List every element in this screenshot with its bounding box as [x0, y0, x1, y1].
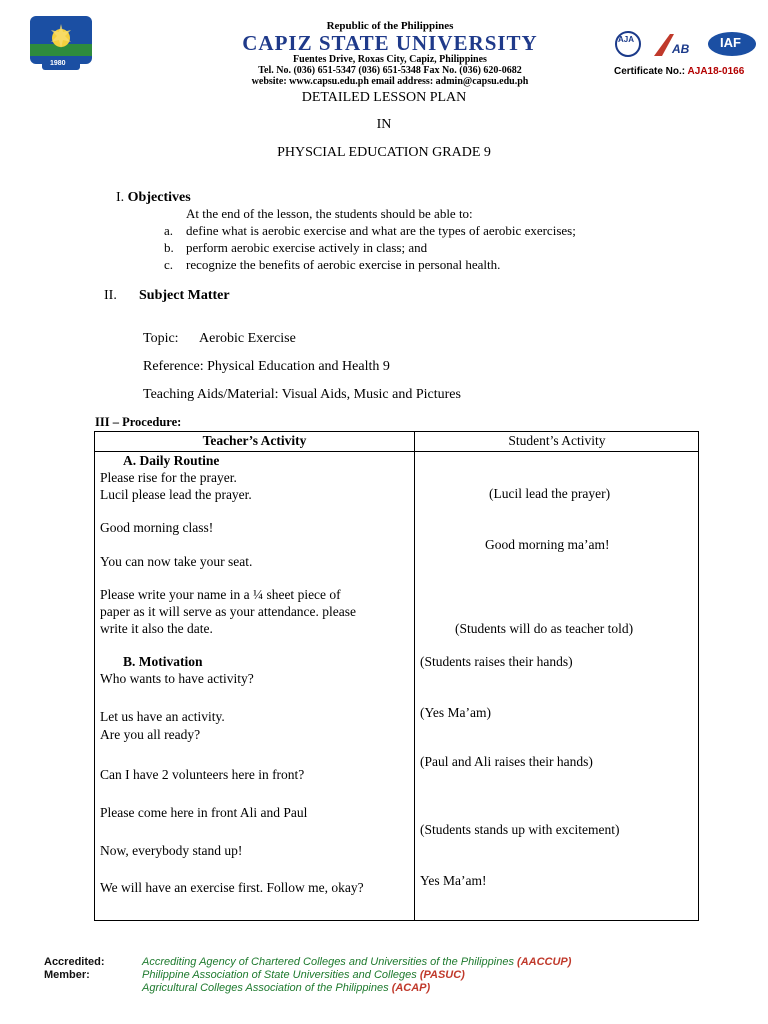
teacher-line: write it also the date. — [100, 621, 213, 636]
procedure-heading: III – Procedure: — [95, 415, 182, 429]
section-daily-routine: A. Daily Routine — [123, 453, 220, 468]
web-line: website: www.capsu.edu.ph email address: admin@capsu.edu.ph — [251, 76, 529, 87]
teacher-line: Now, everybody stand up! — [100, 843, 243, 858]
university-logo — [28, 14, 94, 74]
footer-acap: Agricultural Colleges Association of the Philippines (ACAP) — [142, 982, 431, 994]
teacher-line: You can now take your seat. — [100, 554, 253, 569]
teacher-line: Let us have an activity. — [100, 709, 225, 724]
address-line: Fuentes Drive, Roxas City, Capiz, Philippines — [293, 54, 487, 65]
republic-line: Republic of the Philippines — [326, 20, 454, 32]
teacher-line: paper as it will serve as your attendance. please — [100, 604, 357, 619]
iaf-badge: IAF — [720, 35, 741, 50]
objective-a: a. define what is aerobic exercise and what are the types of aerobic exercises; — [164, 223, 576, 238]
teacher-line: Please rise for the prayer. — [100, 470, 237, 485]
footer-pasuc: Philippine Association of State Universities and Colleges (PASUC) — [142, 969, 465, 981]
topic-label: Topic: — [143, 331, 179, 346]
student-line: (Lucil lead the prayer) — [489, 486, 611, 501]
footer-aaccup: Accrediting Agency of Chartered Colleges and Universities of the Philippines (AACCUP) — [142, 956, 572, 968]
section-motivation: B. Motivation — [123, 654, 203, 669]
tel-line: Tel. No. (036) 651-5347 (036) 651-5348 Fax No. (036) 620-0682 — [258, 65, 522, 76]
topic-value: Aerobic Exercise — [199, 331, 296, 346]
logo-year: 1980 — [50, 60, 66, 67]
certificate-number: Certificate No.: AJA18-0166 — [614, 66, 745, 77]
student-line: Yes Ma’am! — [420, 873, 487, 888]
objective-b: b. perform aerobic exercise actively in class; and — [164, 240, 428, 255]
doc-title-3: PHYSCIAL EDUCATION GRADE 9 — [277, 145, 491, 160]
doc-title-1: DETAILED LESSON PLAN — [301, 90, 467, 105]
objectives-intro: At the end of the lesson, the students should be able to: — [186, 206, 473, 221]
university-name: CAPIZ STATE UNIVERSITY — [242, 31, 538, 55]
teacher-line: Lucil please lead the prayer. — [100, 487, 252, 502]
procedure-table — [94, 431, 699, 921]
subject-matter-heading: Subject Matter — [139, 288, 230, 303]
teacher-line: Can I have 2 volunteers here in front? — [100, 767, 305, 782]
accredited-label: Accredited: — [44, 956, 105, 968]
student-line: (Students will do as teacher told) — [455, 621, 634, 636]
teacher-line: We will have an exercise first. Follow me, okay? — [100, 880, 364, 895]
teacher-line: Please come here in front Ali and Paul — [100, 805, 308, 820]
letterhead — [150, 20, 630, 87]
teacher-line: Good morning class! — [100, 520, 214, 535]
ab-badge: AB — [672, 42, 690, 56]
teacher-column-header: Teacher’s Activity — [202, 433, 307, 448]
student-column-header: Student’s Activity — [508, 433, 606, 448]
member-label: Member: — [44, 969, 90, 981]
student-line: (Students raises their hands) — [420, 654, 573, 669]
aja-badge: AJA — [618, 35, 635, 44]
student-line: (Paul and Ali raises their hands) — [420, 754, 593, 769]
teacher-line: Please write your name in a ¼ sheet piece of — [100, 587, 341, 602]
student-line: (Students stands up with excitement) — [420, 822, 620, 837]
reference-line: Reference: Physical Education and Health 9 — [143, 359, 390, 374]
column-divider — [414, 432, 415, 920]
doc-title-2: IN — [376, 117, 392, 132]
teacher-line: Who wants to have activity? — [100, 671, 254, 686]
objectives-heading: I. Objectives — [116, 190, 191, 205]
teacher-line: Are you all ready? — [100, 727, 201, 742]
subject-matter-numeral: II. — [104, 288, 117, 303]
student-line: (Yes Ma’am) — [420, 705, 491, 720]
teaching-aids-line: Teaching Aids/Material: Visual Aids, Music and Pictures — [143, 387, 461, 402]
objective-c: c. recognize the benefits of aerobic exercise in personal health. — [164, 257, 501, 272]
student-line: Good morning ma’am! — [485, 537, 610, 552]
